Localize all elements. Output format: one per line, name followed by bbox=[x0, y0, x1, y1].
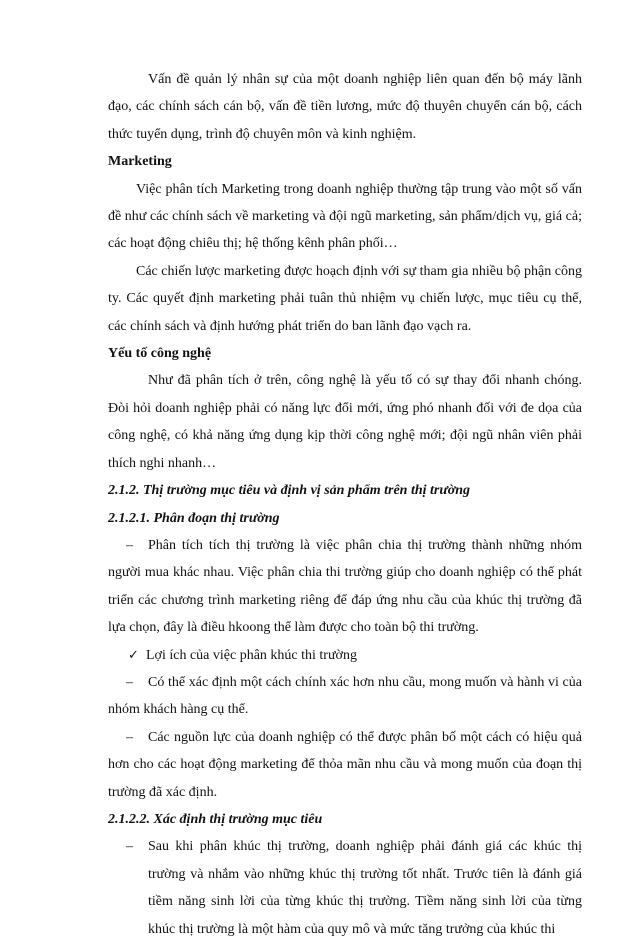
list-item-text: Các nguồn lực của doanh nghiệp có thể được phân bố một cách có hiệu quả hơn cho các hoạt động marketing để thỏa mãn nhu cầu và mong muốn của đoạn thị trường đã xác định. bbox=[108, 729, 582, 800]
heading-section-2-1-2: 2.1.2. Thị trường mục tiêu và định vị sản phẩm trên thị trường bbox=[108, 483, 471, 499]
list-item-text: Lợi ích của việc phân khúc thi trường bbox=[146, 647, 357, 663]
paragraph-hr-management: Vấn đề quản lý nhân sự của một doanh nghiệp liên quan đến bộ máy lãnh đạo, các chính sách cán bộ, vấn đề tiền lương, mức độ thuyên chuyển cán bộ, cách thức tuyển dụng, trình độ chuyên môn và kinh nghiệm. bbox=[108, 72, 582, 142]
checkmark-icon: ✓ bbox=[128, 647, 139, 663]
list-item-resources bbox=[108, 724, 582, 806]
list-item-text: Phân tích tích thị trường là việc phân chia thị trường thành những nhóm người mua khác nhau. Việc phân chia thi trường giúp cho doanh nghiệp có thể phát triển các chương trình marketing riêng để đáp ứng nhu cầu của khúc thị trường đã lựa chọn, đây là điều hkoong thể làm được cho toàn bộ thi trường. bbox=[108, 537, 582, 636]
list-item-target-market bbox=[108, 833, 582, 943]
list-item-segmentation bbox=[108, 532, 582, 642]
dash-bullet-icon: – bbox=[126, 537, 133, 553]
dash-bullet-icon: – bbox=[126, 729, 133, 745]
list-item-text: Sau khi phân khúc thị trường, doanh nghiệp phải đánh giá các khúc thị trường và nhắm vào những khúc thị trường tốt nhất. Trước tiên là đánh giá tiềm năng sinh lời của từng khúc thị trường. Tiềm năng sinh lời của từng khúc thị trường là một hàm của quy mô và mức tăng trưởng của khúc thi bbox=[148, 839, 582, 937]
paragraph-marketing-strategy: Các chiến lược marketing được hoạch định với sự tham gia nhiều bộ phận công ty. Các quyết định marketing phải tuân thủ nhiệm vụ chiến lược, mục tiêu cụ thể, các chính sách và định hướng phát triển do ban lãnh đạo vạch ra. bbox=[108, 263, 582, 334]
heading-technology: Yếu tố công nghệ bbox=[108, 346, 212, 362]
list-item-benefits bbox=[108, 642, 582, 669]
heading-section-2-1-2-1: 2.1.2.1. Phân đoạn thị trường bbox=[108, 510, 280, 526]
heading-section-2-1-2-2: 2.1.2.2. Xác định thị trường mục tiêu bbox=[108, 811, 323, 827]
list-item-define-needs bbox=[108, 669, 582, 724]
dash-bullet-icon: – bbox=[126, 839, 133, 855]
heading-marketing: Marketing bbox=[108, 154, 172, 170]
paragraph-technology: Như đã phân tích ở trên, công nghệ là yếu tố có sự thay đổi nhanh chóng. Đòi hỏi doanh nghiệp phải có năng lực đổi mới, ứng phó nhanh đối với đe dọa của công nghệ, có khả năng ứng dụng kịp thời công nghệ mới; đội ngũ nhân viên phải thích nghi nhanh… bbox=[108, 373, 582, 471]
dash-bullet-icon: – bbox=[126, 674, 133, 690]
list-item-text: Có thể xác định một cách chính xác hơn nhu cầu, mong muốn và hành vi của nhóm khách hàng cụ thể. bbox=[108, 674, 582, 718]
document-page bbox=[108, 66, 582, 943]
paragraph-marketing-analysis: Việc phân tích Marketing trong doanh nghiệp thường tập trung vào một số vấn đề như các chính sách về marketing và đội ngũ marketing, sản phẩm/dịch vụ, giá cả; các hoạt động chiêu thị; hệ thống kênh phân phối… bbox=[108, 181, 582, 252]
